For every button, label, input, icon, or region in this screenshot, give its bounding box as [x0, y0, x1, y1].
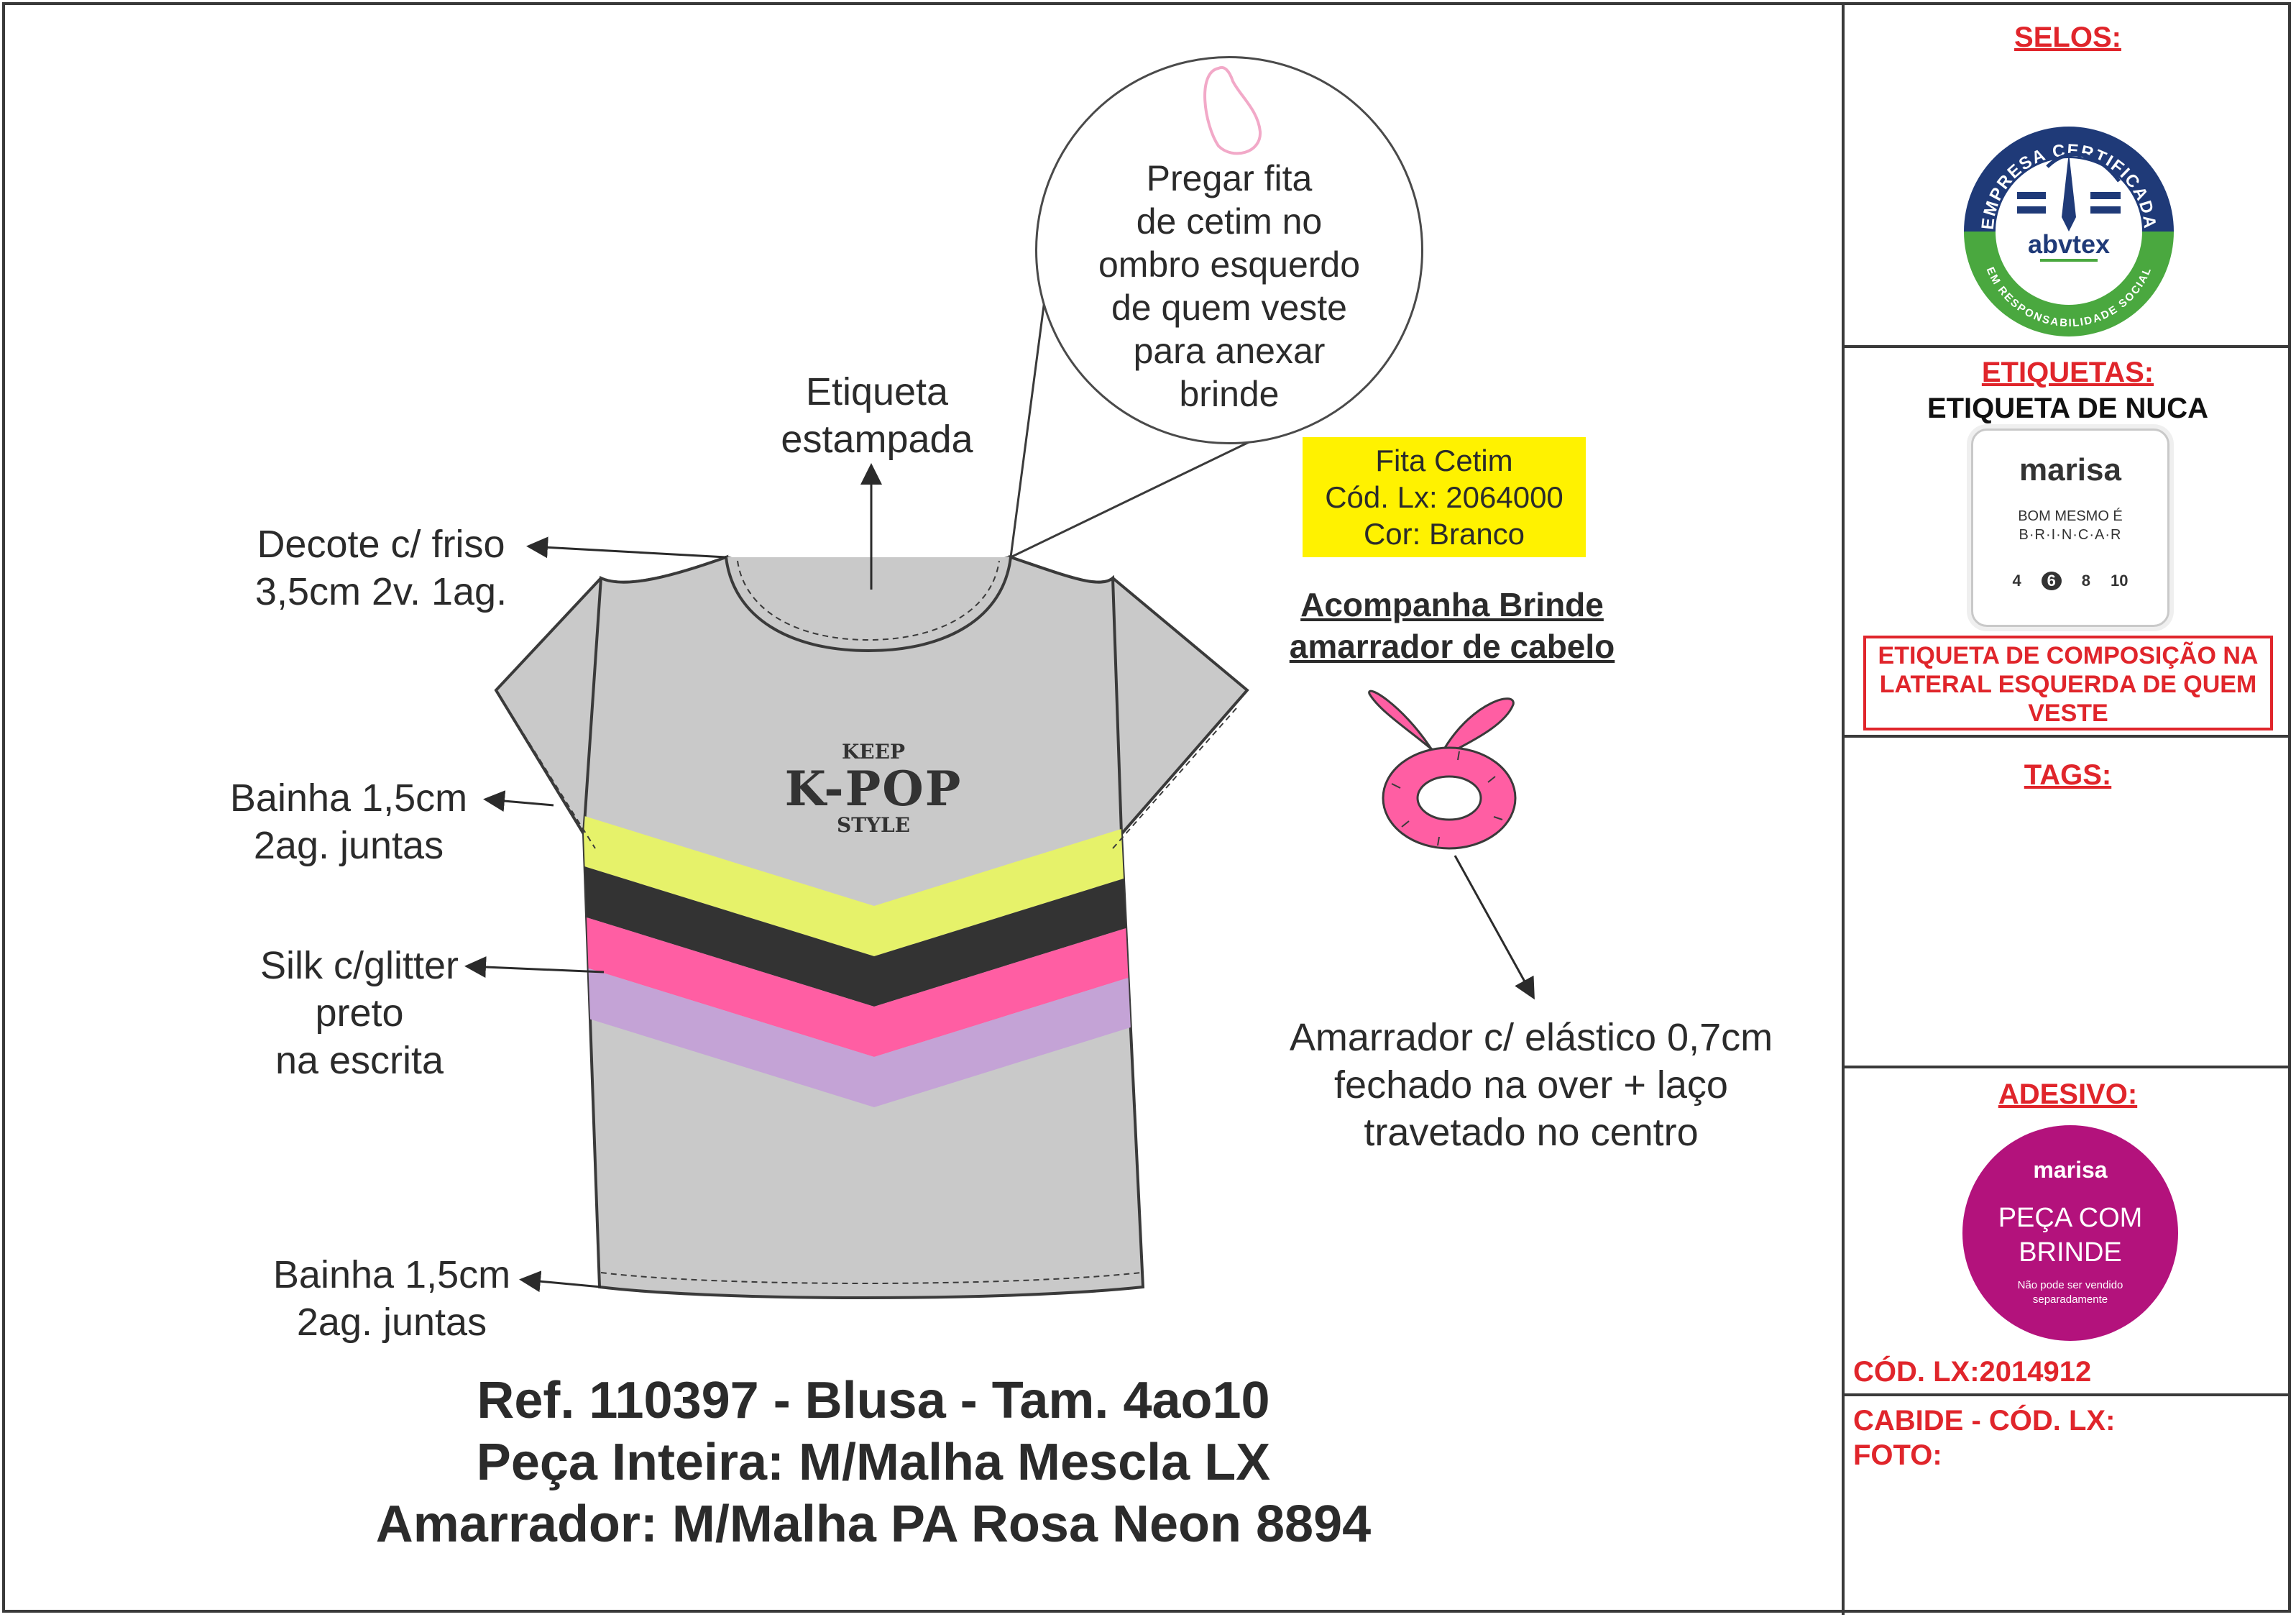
- sidebar-divider-4: [1842, 1393, 2291, 1396]
- abvtex-seal: [1961, 124, 2177, 339]
- arrow-bainha-barra: [523, 1280, 601, 1287]
- fita-cetim-box: [1303, 437, 1586, 557]
- adesivo-line1: PEÇA COM: [1998, 1203, 2143, 1233]
- sidebar-divider: [1842, 2, 1845, 1615]
- seal-top-text: EMPRESA CERTIFICADA: [1978, 140, 2160, 231]
- fita-line: Cor: Branco: [1363, 517, 1525, 551]
- callout-line: de cetim no: [1136, 201, 1323, 242]
- annotation-line: Decote c/ friso: [257, 523, 505, 566]
- composicao-line: ETIQUETA DE COMPOSIÇÃO NA: [1878, 642, 2259, 669]
- arrow-amarrador: [1455, 856, 1533, 996]
- adesivo-sticker: [1962, 1125, 2178, 1341]
- callout-line: ombro esquerdo: [1098, 244, 1361, 285]
- reference-line: Peça Inteira: M/Malha Mescla LX: [476, 1434, 1271, 1491]
- seal-brand: abvtex: [2027, 229, 2111, 259]
- brinde-line: Acompanha Brinde: [1300, 586, 1604, 623]
- print-kpop: K-POP: [784, 761, 963, 817]
- etiquetas-title: ETIQUETAS:: [1981, 357, 2154, 388]
- annotation-decote: [230, 521, 532, 615]
- callout-line: para anexar: [1133, 331, 1326, 371]
- arrow-silk: [469, 966, 604, 972]
- sidebar-divider-2: [1842, 735, 2291, 738]
- reference-line: Ref. 110397 - Blusa - Tam. 4ao10: [477, 1372, 1270, 1429]
- composicao-line: LATERAL ESQUERDA DE QUEM: [1879, 671, 2257, 698]
- foto-label: FOTO:: [1853, 1439, 1942, 1471]
- reference-line: Amarrador: M/Malha PA Rosa Neon 8894: [375, 1495, 1372, 1553]
- reference-block: [302, 1370, 1445, 1555]
- annotation-line: Silk c/glitter: [260, 944, 459, 987]
- brinde-title: [1244, 584, 1661, 667]
- annotation-line: Bainha 1,5cm: [229, 777, 468, 820]
- annotation-bainha-barra: [252, 1251, 532, 1346]
- callout-text: [1042, 157, 1416, 416]
- scrunchie-drawing: [1369, 691, 1515, 848]
- annotation-line: preto: [315, 991, 404, 1035]
- nuca-label: [1971, 429, 2169, 627]
- nuca-brand: marisa: [2019, 452, 2121, 487]
- seal-bottom-text: EM RESPONSABILIDADE SOCIAL: [1983, 265, 2154, 330]
- annotation-etiqueta: [733, 368, 1021, 463]
- sidebar-divider-1: [1842, 345, 2291, 348]
- arrow-decote: [531, 546, 726, 557]
- annotation-amarrador: [1244, 1014, 1819, 1156]
- annotation-line: estampada: [781, 418, 973, 461]
- annotation-line: travetado no centro: [1364, 1111, 1699, 1154]
- fita-line: Fita Cetim: [1375, 444, 1513, 477]
- composicao-box: [1863, 636, 2273, 730]
- nuca-sizes: [1973, 572, 2167, 590]
- callout-line: de quem veste: [1111, 288, 1347, 328]
- size-10: 10: [2111, 572, 2129, 590]
- selos-title: SELOS:: [2014, 22, 2121, 53]
- annotation-line: fechado na over + laço: [1334, 1063, 1728, 1107]
- annotation-bainha-manga: [208, 774, 489, 869]
- shirt-print: [776, 741, 970, 837]
- annotation-line: 2ag. juntas: [253, 824, 444, 867]
- sidebar-divider-3: [1842, 1066, 2291, 1068]
- callout-line-bottom: [1011, 436, 1262, 557]
- print-style: STYLE: [836, 813, 911, 837]
- nuca-title: ETIQUETA DE NUCA: [1927, 393, 2209, 424]
- annotation-line: Etiqueta: [805, 370, 949, 413]
- annotation-line: 2ag. juntas: [296, 1301, 487, 1344]
- adesivo-title: ADESIVO:: [1998, 1078, 2138, 1110]
- arrow-bainha-manga: [487, 800, 554, 805]
- size-4: 4: [2012, 572, 2021, 590]
- annotation-silk: [230, 942, 489, 1084]
- size-8: 8: [2081, 572, 2090, 590]
- annotation-line: 3,5cm 2v. 1ag.: [254, 570, 508, 613]
- annotation-line: Bainha 1,5cm: [272, 1253, 511, 1296]
- nuca-line2: B·R·I·N·C·A·R: [2019, 527, 2122, 543]
- adesivo-small2: separadamente: [2032, 1293, 2108, 1306]
- annotation-line: Amarrador c/ elástico 0,7cm: [1289, 1016, 1773, 1059]
- cabide-label: CABIDE - CÓD. LX:: [1853, 1405, 2116, 1437]
- annotation-line: na escrita: [275, 1039, 444, 1082]
- tags-title: TAGS:: [2024, 759, 2112, 791]
- nuca-line1: BOM MESMO É: [2018, 508, 2123, 524]
- print-keep: KEEP: [841, 740, 906, 764]
- cod-lx: CÓD. LX:2014912: [1853, 1356, 2092, 1388]
- adesivo-brand: marisa: [2033, 1157, 2108, 1183]
- fita-line: Cód. Lx: 2064000: [1325, 480, 1563, 514]
- composicao-line: VESTE: [2028, 700, 2108, 727]
- callout-line: Pregar fita: [1146, 158, 1313, 198]
- adesivo-line2: BRINDE: [2019, 1237, 2122, 1268]
- size-6: 6: [2042, 572, 2062, 590]
- brinde-line: amarrador de cabelo: [1289, 628, 1615, 665]
- adesivo-small1: Não pode ser vendido: [2017, 1279, 2123, 1291]
- callout-line: brinde: [1179, 374, 1280, 414]
